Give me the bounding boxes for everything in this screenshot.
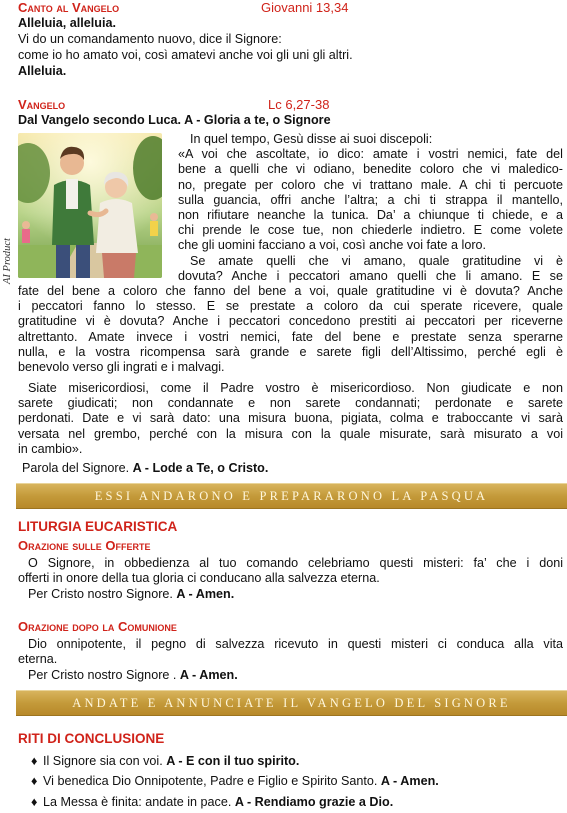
vangelo-closing-response: A - Lode a Te, o Cristo. bbox=[132, 461, 269, 475]
banner-andate-annunciate: ANDATE E ANNUNCIATE IL VANGELO DEL SIGNORE bbox=[16, 690, 567, 716]
vangelo-intro-text: Dal Vangelo secondo Luca. bbox=[18, 113, 185, 127]
vangelo-line: non rifiutare neanche la tunica. Da’ a chiunque ti chiede, e a bbox=[178, 208, 563, 223]
vangelo-paragraph-2 bbox=[18, 284, 563, 375]
vangelo-line: Siate misericordiosi, come il Padre vostro è misericordioso. Non giudicate e non bbox=[28, 381, 563, 395]
vangelo-line: in cambio». bbox=[18, 441, 83, 456]
vangelo-line: altrettanto. Amate invece i vostri nemici, fate del bene e prestate senza sperarne bbox=[18, 329, 563, 344]
vangelo-line: dovuta? Anche i peccatori amano quelli che li amano. E se bbox=[178, 268, 563, 283]
riti-item bbox=[31, 795, 393, 810]
vangelo-line: nulla, e la vostra ricompensa sarà grande e sarete figli dell’Altissimo, perché egli è bbox=[18, 344, 563, 359]
vangelo-closing-text: Parola del Signore. bbox=[22, 461, 133, 475]
ai-product-label: AI Product bbox=[2, 238, 13, 284]
vangelo-heading: Vangelo bbox=[18, 97, 66, 112]
vangelo-intro-response: A - Gloria a te, o Signore bbox=[184, 113, 331, 127]
canto-verse-1: Vi do un comandamento nuovo, dice il Signore: bbox=[18, 32, 282, 46]
riti-item-response: A - Rendiamo grazie a Dio. bbox=[234, 795, 394, 809]
comunione-closing-text: Per Cristo nostro Signore . bbox=[28, 668, 180, 682]
vangelo-line: no, pregate per coloro che vi trattano male. A chi ti percuote bbox=[178, 177, 563, 192]
vangelo-line: sulla guancia, offri anche l’altra; a chi ti strappa il mantello, bbox=[178, 192, 563, 207]
illustration-son-with-elderly-mother bbox=[18, 133, 162, 278]
vangelo-line: Se amate quelli che vi amano, quale gratitudine vi è bbox=[190, 253, 563, 268]
offerte-heading: Orazione sulle Offerte bbox=[18, 538, 151, 553]
prayer-line: eterna. bbox=[18, 652, 58, 667]
vangelo-line: che gli uomini facciano a voi, così anche voi fate a loro. bbox=[178, 238, 487, 253]
riti-item bbox=[31, 754, 299, 769]
comunione-closing bbox=[28, 668, 238, 683]
vangelo-paragraph-3 bbox=[18, 381, 563, 457]
offerte-closing bbox=[28, 587, 234, 602]
diamond-bullet-icon: ♦ bbox=[31, 754, 38, 768]
vangelo-line: fate del bene a coloro che fanno del bene a voi, quale gratitudine vi è dovuta? Anche bbox=[18, 284, 563, 298]
vangelo-line: i peccatori fanno lo stesso. E se prestate a coloro da cui sperate ricevere, quale bbox=[18, 299, 563, 314]
banner-essi-andarono: ESSI ANDARONO E PREPARARONO LA PASQUA bbox=[16, 483, 567, 509]
vangelo-line: sarete giudicati; non condannate e non sarete condannati; perdonate e sarete bbox=[18, 396, 563, 411]
vangelo-line: chi prende le cose tue, non chiederle indietro. E come volete bbox=[178, 223, 563, 238]
canto-heading: Canto al Vangelo bbox=[18, 0, 120, 15]
offerte-closing-response: A - Amen. bbox=[176, 587, 235, 601]
vangelo-closing bbox=[22, 461, 268, 476]
riti-item-response: A - Amen. bbox=[380, 774, 439, 788]
vangelo-line: gratitudine vi è dovuta? Anche i peccatori concedono prestiti ai peccatori per riceverne bbox=[18, 314, 563, 329]
canto-reference: Giovanni 13,34 bbox=[261, 0, 349, 15]
vangelo-line: perdonati. Date e vi sarà dato: una misura buona, pigiata, colma e traboccante vi sarà bbox=[18, 411, 563, 426]
vangelo-paragraph-1 bbox=[178, 132, 563, 284]
riti-heading: RITI DI CONCLUSIONE bbox=[18, 731, 165, 746]
comunione-heading: Orazione dopo la Comunione bbox=[18, 619, 177, 634]
vangelo-line: benevolo verso gli ingrati e i malvagi. bbox=[18, 360, 225, 375]
vangelo-line: bene a quelli che vi odiano, benedite coloro che vi maledico- bbox=[178, 162, 563, 177]
offerte-closing-text: Per Cristo nostro Signore. bbox=[28, 587, 177, 601]
prayer-line: Dio onnipotente, il pegno di salvezza ricevuto in questi misteri ci conduca alla vita bbox=[28, 637, 563, 651]
canto-verse-2: come io ho amato voi, così amatevi anche voi gli uni gli altri. bbox=[18, 48, 353, 62]
riti-item-text: La Messa è finita: andate in pace. bbox=[43, 795, 235, 809]
comunione-prayer bbox=[18, 637, 563, 667]
prayer-line: offerti in onore della tua gloria ci conducano alla salvezza eterna. bbox=[18, 571, 380, 586]
vangelo-intro bbox=[18, 113, 331, 128]
diamond-bullet-icon: ♦ bbox=[31, 774, 38, 788]
riti-item bbox=[31, 774, 439, 789]
comunione-closing-response: A - Amen. bbox=[179, 668, 238, 682]
diamond-bullet-icon: ♦ bbox=[31, 795, 38, 809]
prayer-line: O Signore, in obbedienza al tuo comando celebriamo questi misteri: fa’ che i doni bbox=[28, 556, 563, 570]
canto-alleluia: Alleluia, alleluia. bbox=[18, 16, 116, 30]
liturgia-heading: LITURGIA EUCARISTICA bbox=[18, 519, 178, 534]
riti-item-response: A - E con il tuo spirito. bbox=[166, 754, 300, 768]
offerte-prayer bbox=[18, 556, 563, 586]
riti-item-text: Vi benedica Dio Onnipotente, Padre e Figlio e Spirito Santo. bbox=[43, 774, 381, 788]
canto-alleluia-end: Alleluia. bbox=[18, 64, 67, 78]
vangelo-line: versata nel grembo, perché con la misura con la quale misurate, sarà misurato a voi bbox=[18, 426, 563, 441]
vangelo-line: «A voi che ascoltate, io dico: amate i vostri nemici, fate del bbox=[178, 147, 563, 162]
riti-item-text: Il Signore sia con voi. bbox=[43, 754, 167, 768]
vangelo-reference: Lc 6,27-38 bbox=[268, 97, 330, 112]
vangelo-line: In quel tempo, Gesù disse ai suoi discepoli: bbox=[190, 132, 433, 146]
